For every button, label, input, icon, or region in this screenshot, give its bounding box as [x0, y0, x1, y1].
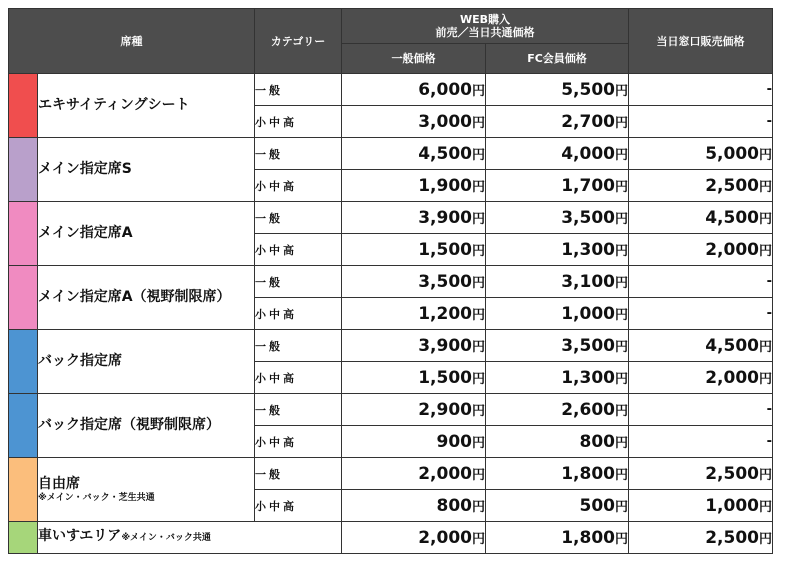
yen-unit: 円	[758, 179, 772, 195]
price-cell	[342, 426, 486, 458]
seat-name-cell	[38, 74, 255, 138]
yen-unit: 円	[471, 499, 485, 515]
yen-unit: 円	[758, 531, 772, 547]
price-value: 1,800	[561, 463, 615, 484]
yen-unit: 円	[471, 115, 485, 131]
yen-unit: 円	[614, 467, 628, 483]
price-cell	[342, 458, 486, 490]
yen-unit: 円	[758, 147, 772, 163]
price-value: 900	[436, 431, 472, 452]
price-value: 4,500	[705, 335, 759, 356]
yen-unit: 円	[758, 211, 772, 227]
seat-color-swatch	[9, 394, 38, 458]
price-cell	[486, 490, 629, 522]
price-cell	[629, 330, 773, 362]
price-value: 1,900	[418, 175, 472, 196]
price-cell	[629, 490, 773, 522]
price-cell	[486, 426, 629, 458]
price-cell	[486, 234, 629, 266]
price-value: 4,500	[705, 207, 759, 228]
price-cell	[629, 362, 773, 394]
category-cell: 小中高	[255, 490, 342, 522]
table-row	[9, 202, 773, 234]
price-value: 2,000	[705, 367, 759, 388]
seat-name: バック指定席（視野制限席）	[38, 417, 220, 433]
price-cell: -	[629, 106, 773, 138]
price-cell	[629, 138, 773, 170]
price-value: 3,500	[418, 271, 472, 292]
price-value: 800	[436, 495, 472, 516]
yen-unit: 円	[758, 371, 772, 387]
yen-unit: 円	[614, 339, 628, 355]
price-cell	[342, 202, 486, 234]
category-cell: 一般	[255, 74, 342, 106]
price-value: 1,000	[561, 303, 615, 324]
yen-unit: 円	[614, 243, 628, 259]
category-cell: 一般	[255, 202, 342, 234]
price-cell	[486, 266, 629, 298]
seat-name: メイン指定席S	[38, 161, 132, 177]
price-cell	[629, 234, 773, 266]
price-cell	[486, 330, 629, 362]
seat-color-swatch	[9, 74, 38, 138]
price-value: 2,000	[418, 527, 472, 548]
category-cell: 小中高	[255, 362, 342, 394]
price-cell	[486, 522, 629, 554]
yen-unit: 円	[471, 147, 485, 163]
seat-name-cell	[38, 522, 342, 554]
seat-name: 車いすエリア	[38, 528, 122, 544]
yen-unit: 円	[614, 499, 628, 515]
yen-unit: 円	[471, 531, 485, 547]
yen-unit: 円	[614, 531, 628, 547]
price-value: 3,900	[418, 207, 472, 228]
yen-unit: 円	[614, 403, 628, 419]
seat-name-cell	[38, 266, 255, 330]
price-cell	[629, 522, 773, 554]
category-cell: 一般	[255, 266, 342, 298]
web-purchase-subtitle: 前売／当日共通価格	[435, 26, 535, 39]
price-cell	[486, 170, 629, 202]
price-cell	[629, 458, 773, 490]
table-row	[9, 394, 773, 426]
price-value: 1,000	[705, 495, 759, 516]
yen-unit: 円	[614, 371, 628, 387]
category-cell: 小中高	[255, 106, 342, 138]
web-purchase-title: WEB購入	[459, 13, 511, 26]
category-cell: 一般	[255, 330, 342, 362]
price-value: 2,000	[418, 463, 472, 484]
category-cell: 一般	[255, 394, 342, 426]
yen-unit: 円	[758, 467, 772, 483]
price-value: 800	[579, 431, 615, 452]
price-value: 1,500	[418, 367, 472, 388]
price-value: 3,000	[418, 111, 472, 132]
category-cell: 小中高	[255, 426, 342, 458]
price-cell	[342, 362, 486, 394]
price-cell	[342, 522, 486, 554]
table-row	[9, 522, 773, 554]
web-purchase-header	[342, 9, 629, 44]
price-cell: -	[629, 426, 773, 458]
price-value: 500	[579, 495, 615, 516]
yen-unit: 円	[471, 403, 485, 419]
price-cell	[486, 458, 629, 490]
table-row	[9, 458, 773, 490]
price-value: 1,700	[561, 175, 615, 196]
table-row	[9, 138, 773, 170]
price-value: 1,200	[418, 303, 472, 324]
table-row	[9, 266, 773, 298]
seat-name: メイン指定席A（視野制限席）	[38, 289, 231, 305]
door-price-header: 当日窓口販売価格	[629, 9, 773, 74]
price-value: 1,800	[561, 527, 615, 548]
price-cell	[486, 362, 629, 394]
price-value: 2,500	[705, 463, 759, 484]
yen-unit: 円	[471, 435, 485, 451]
yen-unit: 円	[471, 339, 485, 355]
price-value: 1,300	[561, 239, 615, 260]
yen-unit: 円	[758, 339, 772, 355]
category-cell: 一般	[255, 458, 342, 490]
yen-unit: 円	[471, 275, 485, 291]
yen-unit: 円	[471, 211, 485, 227]
seat-name-cell	[38, 138, 255, 202]
seat-note: ※メイン・バック・芝生共通	[38, 492, 155, 503]
seat-name-cell	[38, 458, 255, 522]
price-cell	[342, 138, 486, 170]
price-value: 4,000	[561, 143, 615, 164]
table-row	[9, 330, 773, 362]
price-cell	[342, 74, 486, 106]
yen-unit: 円	[614, 307, 628, 323]
seat-name-cell	[38, 202, 255, 266]
price-cell	[342, 330, 486, 362]
seat-color-swatch	[9, 458, 38, 522]
price-cell	[342, 234, 486, 266]
price-cell: -	[629, 394, 773, 426]
price-cell	[342, 106, 486, 138]
seat-name: メイン指定席A	[38, 225, 133, 241]
general-price-header: 一般価格	[342, 44, 486, 74]
price-value: 2,700	[561, 111, 615, 132]
price-value: 2,500	[705, 527, 759, 548]
yen-unit: 円	[471, 307, 485, 323]
yen-unit: 円	[614, 83, 628, 99]
price-cell	[486, 394, 629, 426]
price-cell	[486, 74, 629, 106]
yen-unit: 円	[758, 499, 772, 515]
price-cell	[342, 490, 486, 522]
yen-unit: 円	[614, 275, 628, 291]
category-cell: 小中高	[255, 170, 342, 202]
price-value: 4,500	[418, 143, 472, 164]
yen-unit: 円	[471, 83, 485, 99]
category-header: カテゴリー	[255, 9, 342, 74]
price-cell	[342, 266, 486, 298]
seat-color-swatch	[9, 138, 38, 202]
price-cell	[629, 170, 773, 202]
price-cell	[486, 202, 629, 234]
seat-note: ※メイン・バック共通	[121, 533, 211, 543]
price-value: 1,300	[561, 367, 615, 388]
seat-color-swatch	[9, 266, 38, 330]
category-cell: 一般	[255, 138, 342, 170]
price-cell	[486, 298, 629, 330]
fc-price-header: FC会員価格	[486, 44, 629, 74]
price-value: 2,500	[705, 175, 759, 196]
category-cell: 小中高	[255, 234, 342, 266]
price-table	[8, 8, 773, 554]
price-value: 6,000	[418, 79, 472, 100]
price-cell	[342, 394, 486, 426]
price-cell: -	[629, 74, 773, 106]
yen-unit: 円	[471, 467, 485, 483]
price-value: 3,900	[418, 335, 472, 356]
yen-unit: 円	[614, 179, 628, 195]
seat-color-swatch	[9, 522, 38, 554]
price-value: 5,500	[561, 79, 615, 100]
seat-name: 自由席	[38, 475, 80, 492]
price-value: 1,500	[418, 239, 472, 260]
seat-color-swatch	[9, 330, 38, 394]
price-table-body	[9, 74, 773, 554]
yen-unit: 円	[614, 147, 628, 163]
price-cell	[342, 170, 486, 202]
yen-unit: 円	[614, 211, 628, 227]
price-cell: -	[629, 266, 773, 298]
seat-type-header: 席種	[9, 9, 255, 74]
price-value: 3,500	[561, 335, 615, 356]
price-value: 2,900	[418, 399, 472, 420]
seat-name-cell	[38, 330, 255, 394]
price-cell	[629, 202, 773, 234]
table-row	[9, 74, 773, 106]
price-cell	[342, 298, 486, 330]
seat-name: バック指定席	[38, 353, 122, 369]
price-value: 2,000	[705, 239, 759, 260]
seat-color-swatch	[9, 202, 38, 266]
seat-name-cell	[38, 394, 255, 458]
yen-unit: 円	[471, 179, 485, 195]
price-cell	[486, 106, 629, 138]
seat-name: エキサイティングシート	[38, 97, 190, 113]
price-value: 3,100	[561, 271, 615, 292]
price-cell: -	[629, 298, 773, 330]
yen-unit: 円	[614, 435, 628, 451]
yen-unit: 円	[471, 371, 485, 387]
price-value: 3,500	[561, 207, 615, 228]
price-cell	[486, 138, 629, 170]
category-cell: 小中高	[255, 298, 342, 330]
price-value: 2,600	[561, 399, 615, 420]
yen-unit: 円	[471, 243, 485, 259]
yen-unit: 円	[758, 243, 772, 259]
price-value: 5,000	[705, 143, 759, 164]
yen-unit: 円	[614, 115, 628, 131]
